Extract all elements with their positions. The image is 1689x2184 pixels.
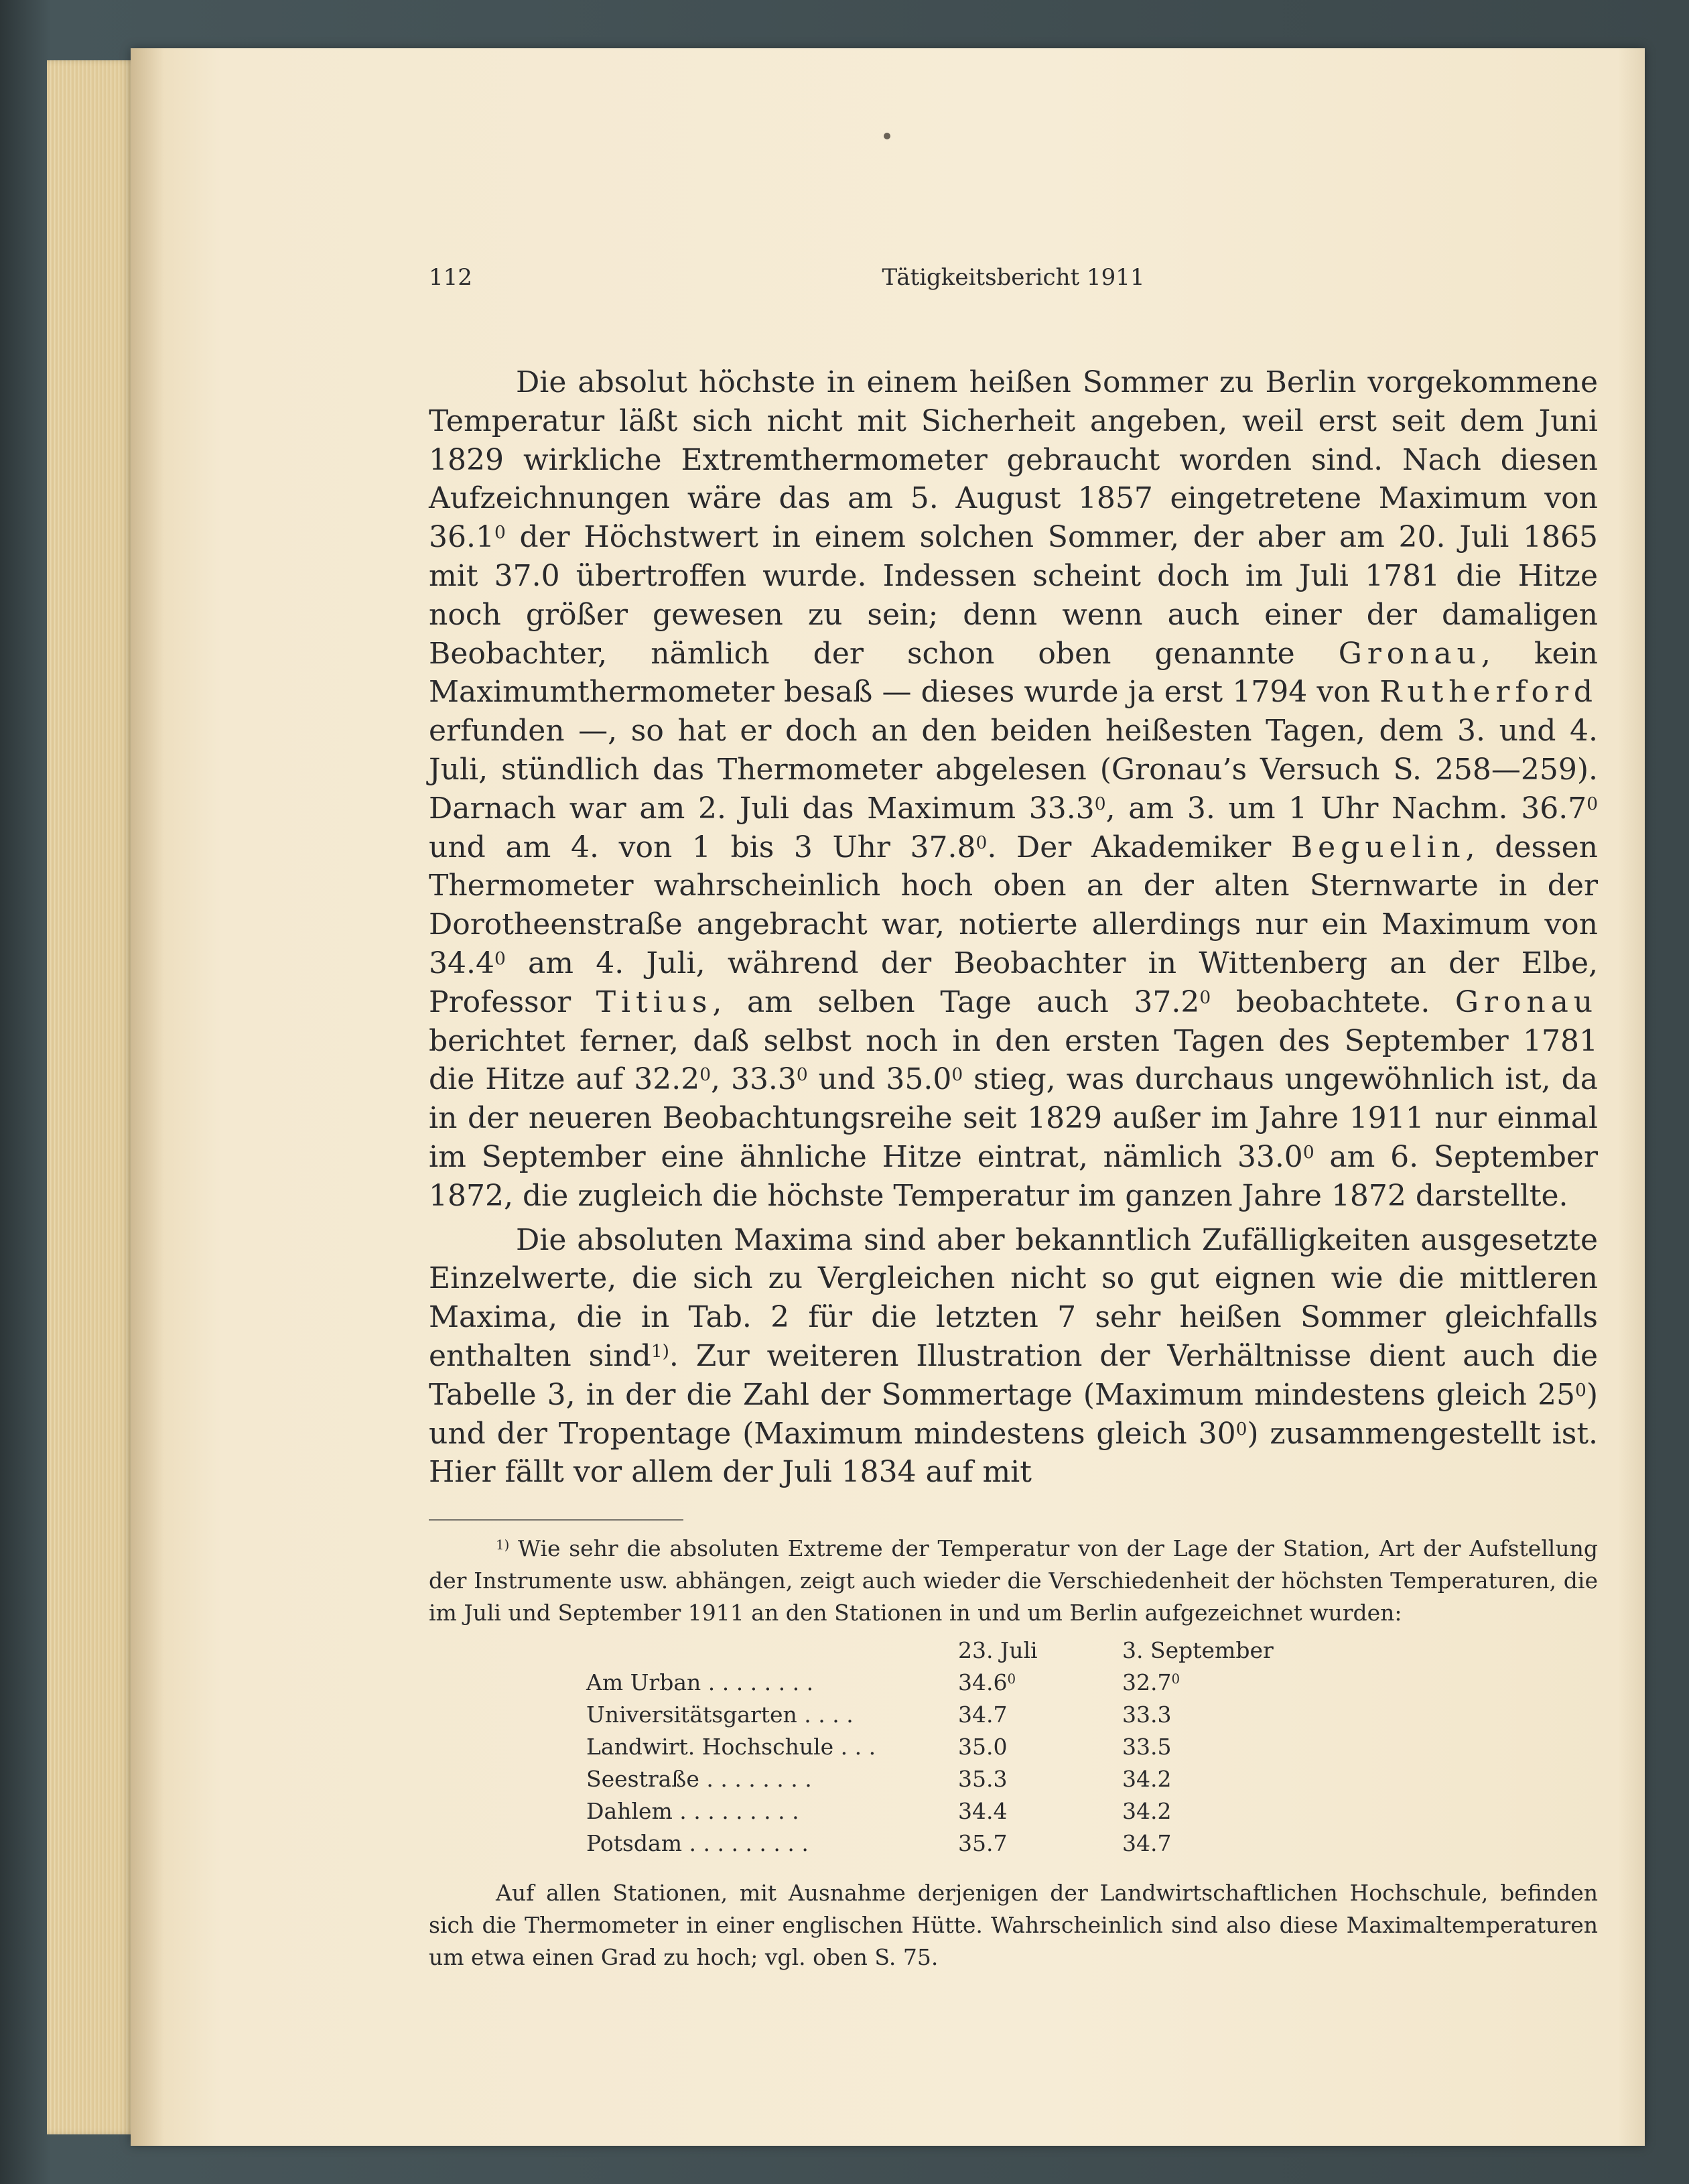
table-header-station [586,1634,958,1667]
station-name: Potsdam . . . . . . . . . [586,1830,809,1856]
person-name: Gronau [1455,984,1599,1019]
degree-sign: 0 [1171,1671,1180,1687]
text-run: Die absoluten Maxima sind aber bekanntlich Zufälligkeiten ausgesetzte Einzelwerte, die sich zu Vergleichen nicht so gut eignen wie die mittleren Maxima, die in Tab. 2 für die letzten 7 sehr heißen Sommer gleichfalls enthalten sind [429,1222,1598,1373]
table-row [586,1699,1296,1731]
july-value: 35.3 [958,1766,1008,1792]
footnote [429,1533,1598,1974]
degree-sign: 0 [1586,793,1598,814]
footnote-intro [429,1533,1598,1629]
text-run: , kein Maximumthermometer besaß — dieses wurde ja erst 1794 von [429,636,1598,710]
text-run: beobachtete. [1211,984,1455,1019]
table-row [586,1667,1296,1699]
person-name: Titius [596,984,713,1019]
text-run: stieg, was durchaus ungewöhnlich ist, da in der neueren Beobachtungsreihe seit 1829 außer im Jahre 1911 nur einmal im September eine ähnliche Hitze eintrat, nämlich 33.0 [429,1062,1598,1174]
table-row [586,1795,1296,1827]
paragraph-2 [429,1221,1598,1492]
degree-sign: 0 [951,1064,963,1086]
degree-sign: 0 [1575,1379,1586,1401]
text-run: berichtet ferner, daß selbst noch in den ersten Tagen des September 1781 die Hitze auf 32.2 [429,1023,1598,1097]
degree-sign: 0 [494,948,506,969]
text-run: , 33.3 [711,1062,797,1097]
degree-sign: 0 [796,1064,808,1086]
september-value: 34.2 [1122,1798,1172,1824]
paragraph-1 [429,363,1598,1216]
table-row [586,1827,1296,1860]
footnote-reference[interactable]: 1) [651,1340,669,1362]
footnote-divider [429,1519,683,1521]
july-number: 34.6 [958,1669,1008,1695]
station-name: Am Urban . . . . . . . . [586,1669,814,1695]
table-row [586,1731,1296,1763]
text-run: , am 3. um 1 Uhr Nachm. 36.7 [1105,791,1587,826]
september-value: 33.5 [1122,1734,1172,1760]
person-name: Beguelin [1290,830,1466,864]
page-number: 112 [429,264,472,291]
september-value: 33.3 [1122,1701,1172,1728]
text-run: ) und der Tropentage (Maximum mindestens gleich 30 [429,1377,1598,1451]
degree-sign: 0 [1094,793,1106,814]
july-value: 35.7 [958,1830,1008,1856]
table-header-row [586,1634,1296,1667]
september-value: 34.2 [1122,1766,1172,1792]
table-header-sep: 3. September [1122,1637,1274,1663]
person-name: Rutherford [1379,675,1598,710]
text-run: , dessen Thermometer wahrscheinlich hoch oben an der alten Sternwarte in der Dorotheenstraße angebracht war, notierte allerdings nur ein Maximum von 34.4 [429,830,1598,980]
page-header [429,264,1598,298]
text-run: am 6. September 1872, die zugleich die höchste Temperatur im ganzen Jahre 1872 darstellte. [429,1139,1598,1213]
september-number: 32.7 [1122,1669,1172,1695]
edge-shadow [1618,48,1645,2146]
degree-sign: 0 [1235,1418,1247,1439]
text-run: und am 4. von 1 bis 3 Uhr 37.8 [429,830,976,864]
text-run: , am selben Tage auch 37.2 [712,984,1200,1019]
body-text [429,363,1598,1492]
station-name: Dahlem . . . . . . . . . [586,1798,799,1824]
footnote-closing: Auf allen Stationen, mit Ausnahme derjenigen der Landwirtschaftlichen Hochschule, befinden sich die Thermometer in einer englischen Hütte. Wahrscheinlich sind also diese Maximaltemperaturen um etwa einen Grad zu hoch; vgl. oben S. 75. [429,1880,1598,1970]
july-value [958,1667,1122,1699]
degree-sign: 0 [699,1064,712,1086]
station-name: Universitätsgarten . . . . [586,1701,854,1728]
station-name: Seestraße . . . . . . . . [586,1766,812,1792]
gutter-shadow [131,48,164,2146]
text-run: ) zusammengestellt ist. Hier fällt vor allem der Juli 1834 auf mit [429,1416,1598,1490]
text-run: . Zur weiteren Illustration der Verhältnisse dient auch die Tabelle 3, in der die Zahl der Sommertage (Maximum mindestens gleich 25 [429,1338,1598,1412]
degree-sign: 0 [1302,1141,1314,1163]
july-value: 35.0 [958,1734,1008,1760]
person-name: Gronau [1338,636,1481,671]
text-run: am 4. Juli, während der Beobachter in Wittenberg an der Elbe, Professor [429,946,1598,1019]
degree-sign: 0 [1199,986,1211,1008]
text-run: und 35.0 [807,1062,952,1097]
footnote-intro-text: Wie sehr die absoluten Extreme der Temperatur von der Lage der Station, Art der Aufstellung der Instrumente usw. abhängen, zeigt auch wieder die Verschiedenheit der höchsten Temperaturen, die im Juli und September 1911 an den Stationen in und um Berlin aufgezeichnet wurden: [429,1535,1598,1626]
table-header-jul: 23. Juli [958,1637,1038,1663]
running-title: Tätigkeitsbericht 1911 [882,264,1145,291]
ink-speck [884,133,890,139]
table-row [586,1763,1296,1795]
station-temperature-table [586,1634,1296,1860]
text-run: Die absolut höchste in einem heißen Sommer zu Berlin vorgekommene Temperatur läßt sich nicht mit Sicherheit angeben, weil erst seit dem Juni 1829 wirkliche Extremthermometer gebraucht worden sind. Nach diesen Aufzeichnungen wäre das am 5. August 1857 eingetretene Maximum von 36.1 [429,365,1598,555]
degree-sign: 0 [494,522,506,543]
text-run: erfunden —, so hat er doch an den beiden heißesten Tagen, dem 3. und 4. Juli, stündlich das Thermometer abgelesen (Gronau’s Versuch S. 258—259). Darnach war am 2. Juli das Maximum 33.3 [429,714,1598,826]
book-page [131,48,1645,2146]
september-value: 34.7 [1122,1830,1172,1856]
footnote-marker: 1) [496,1537,510,1553]
text-run: . Der Akademiker [987,830,1291,864]
text-run: der Höchstwert in einem solchen Sommer, der aber am 20. Juli 1865 mit 37.0 übertroffen wurde. Indessen scheint doch im Juli 1781 die Hitze noch größer gewesen zu sein; denn wenn auch einer der damaligen Beobachter, nämlich der schon oben genannte [429,520,1598,671]
degree-sign: 0 [1007,1671,1016,1687]
july-value: 34.4 [958,1798,1008,1824]
degree-sign: 0 [975,832,988,853]
station-name: Landwirt. Hochschule . . . [586,1734,876,1760]
september-value [1122,1667,1296,1699]
july-value: 34.7 [958,1701,1008,1728]
